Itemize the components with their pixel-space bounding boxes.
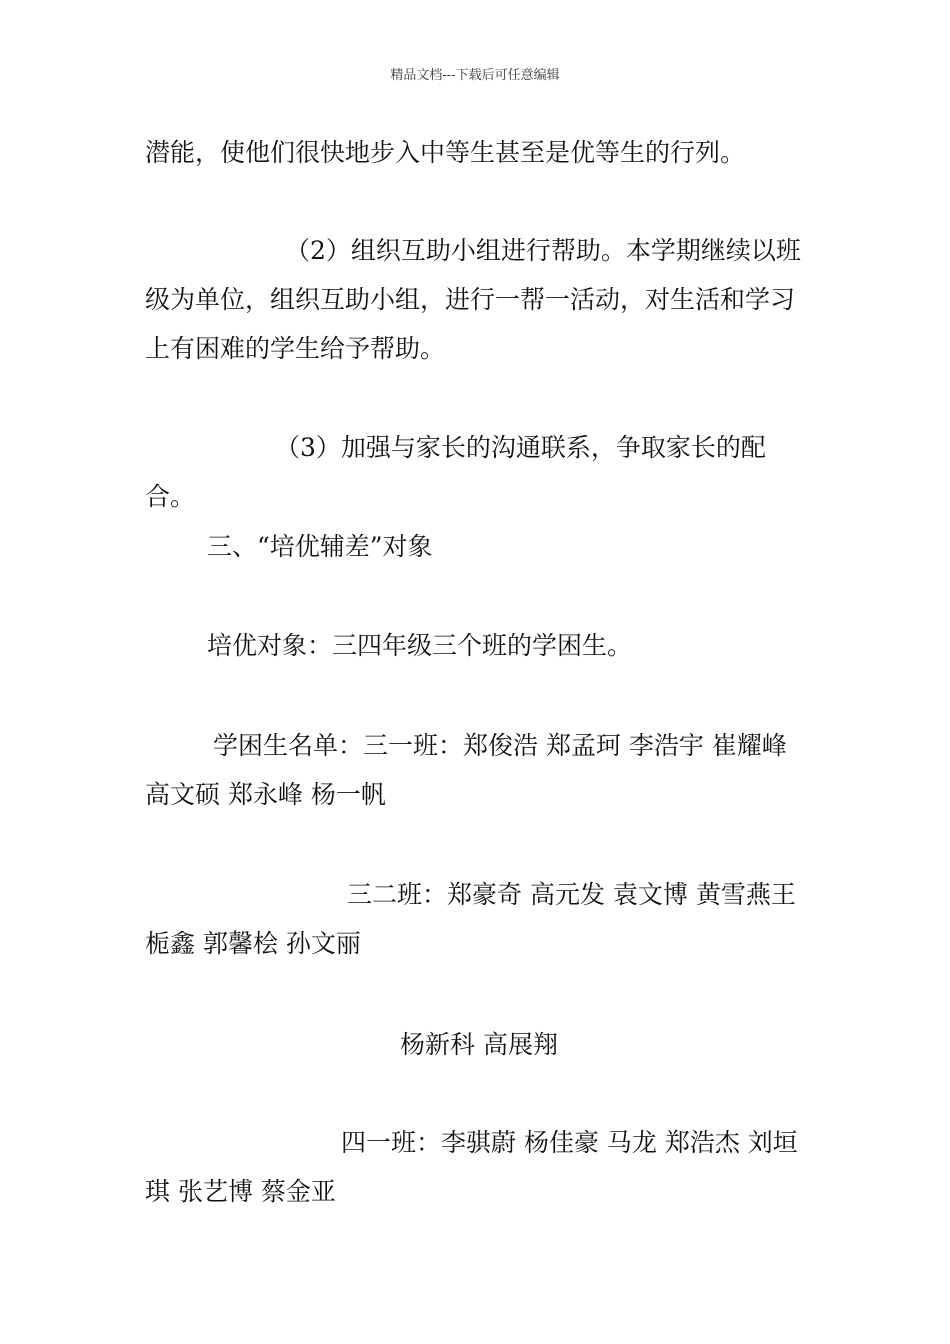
paragraph-potential <box>145 128 810 177</box>
paragraph-text: （3）加强与家长的沟通联系，争取家长的配合。 <box>145 433 766 511</box>
student-list-class-3-1 <box>145 721 810 819</box>
paragraph-text: 四一班：李骐蔚 杨佳豪 马龙 郑浩杰 刘垣琪 张艺博 蔡金亚 <box>145 1128 798 1206</box>
paragraph-parents <box>145 423 810 521</box>
paragraph-text: （2）组织互助小组进行帮助。本学期继续以班级为单位，组织互助小组，进行一帮一活动，对生活和学习上有困难的学生给予帮助。 <box>145 236 801 363</box>
heading-text: 三、“培优辅差”对象 <box>207 532 433 561</box>
paragraph-text: 潜能，使他们很快地步入中等生甚至是优等生的行列。 <box>145 138 746 167</box>
student-list-class-3-2 <box>145 870 810 968</box>
student-list-class-3-2-cont <box>145 1020 810 1069</box>
paragraph-mutual-help <box>145 226 810 373</box>
paragraph-text: 三二班：郑豪奇 高元发 袁文博 黄雪燕王栀鑫 郭馨桧 孙文丽 <box>145 880 796 958</box>
section-heading <box>145 522 810 571</box>
paragraph-text: 学困生名单：三一班：郑俊浩 郑孟珂 李浩宇 崔耀峰 高文硕 郑永峰 杨一帆 <box>145 731 787 809</box>
paragraph-target <box>145 621 810 670</box>
page-header: 精品文档---下载后可任意编辑 <box>390 68 560 83</box>
paragraph-text: 培优对象：三四年级三个班的学困生。 <box>207 631 633 660</box>
paragraph-text: 杨新科 高展翔 <box>400 1030 558 1059</box>
student-list-class-4-1 <box>145 1118 810 1216</box>
